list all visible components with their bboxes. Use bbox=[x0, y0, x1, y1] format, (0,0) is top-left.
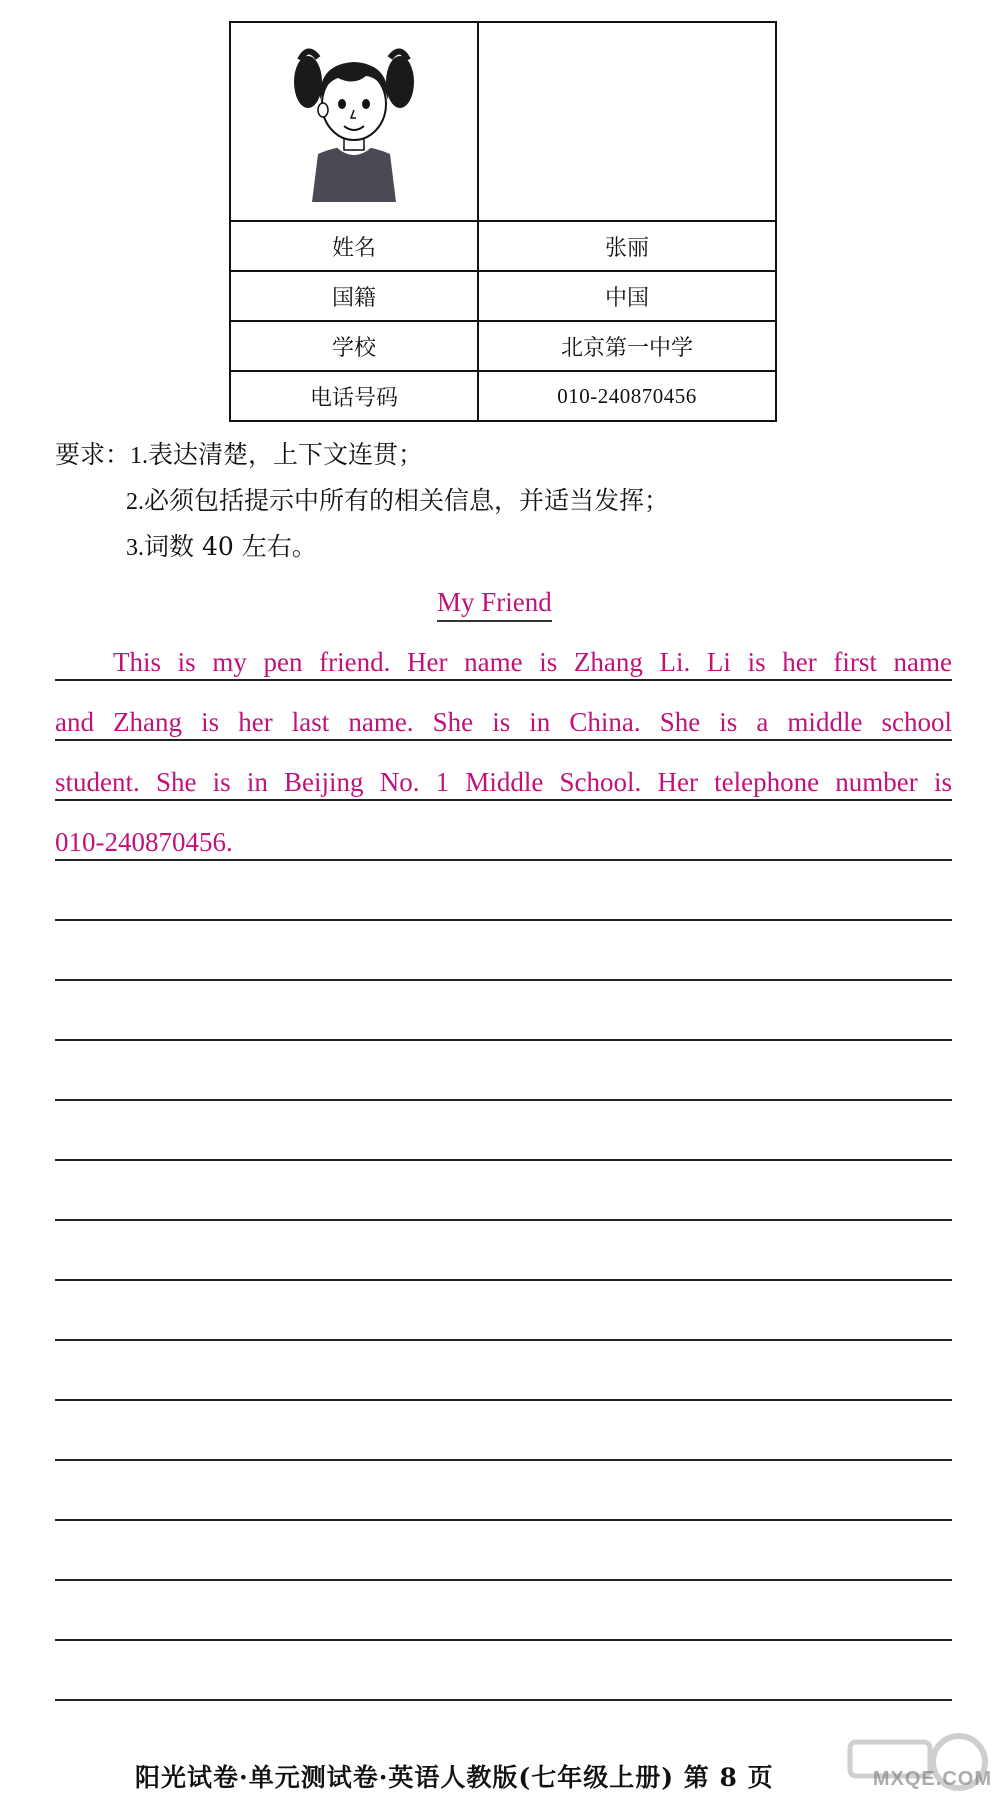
requirement-number: 3. bbox=[126, 535, 144, 561]
field-label: 电话号码 bbox=[230, 371, 478, 421]
portrait-cell bbox=[230, 22, 478, 221]
writing-rule bbox=[55, 799, 952, 801]
requirement-text: 必须包括提示中所有的相关信息，并适当发挥； bbox=[144, 486, 670, 515]
page-footer: 阳光试卷·单元测试卷·英语人教版(七年级上册) 第 8 页 bbox=[135, 1763, 774, 1792]
watermark-logo-icon bbox=[844, 1732, 994, 1802]
requirement-number: 1. bbox=[130, 443, 149, 469]
field-value: 中国 bbox=[478, 271, 776, 321]
writing-rule bbox=[55, 1459, 952, 1461]
table-row bbox=[230, 371, 776, 421]
writing-rule bbox=[55, 1639, 952, 1641]
writing-rule bbox=[55, 979, 952, 981]
table-row bbox=[230, 271, 776, 321]
writing-rule bbox=[55, 1699, 952, 1701]
requirement-text: 表达清楚，上下文连贯； bbox=[148, 440, 424, 469]
field-label: 学校 bbox=[230, 321, 478, 371]
field-value: 北京第一中学 bbox=[478, 321, 776, 371]
writing-rule bbox=[55, 1399, 952, 1401]
writing-rule bbox=[55, 1519, 952, 1521]
requirement-number: 2. bbox=[126, 489, 144, 515]
writing-rule bbox=[55, 1039, 952, 1041]
watermark-text: MXQE.COM bbox=[872, 1768, 992, 1790]
writing-rule bbox=[55, 1219, 952, 1221]
info-card-table bbox=[229, 21, 777, 422]
requirements-prefix: 要求： bbox=[55, 440, 131, 469]
essay-line: 010-240870456. bbox=[55, 827, 233, 857]
field-value: 张丽 bbox=[478, 221, 776, 271]
field-label: 国籍 bbox=[230, 271, 478, 321]
table-row bbox=[230, 321, 776, 371]
essay-title: My Friend bbox=[437, 586, 552, 622]
writing-rule bbox=[55, 1339, 952, 1341]
requirement-text: 词数 40 左右。 bbox=[144, 532, 317, 561]
field-value: 010-240870456 bbox=[478, 371, 776, 421]
writing-rule bbox=[55, 1099, 952, 1101]
essay-line: This is my pen friend. Her name is Zhang Li. Li is her first name bbox=[113, 647, 952, 677]
writing-rule bbox=[55, 1279, 952, 1281]
requirement-line bbox=[55, 435, 423, 471]
requirement-line bbox=[126, 527, 317, 563]
empty-cell bbox=[478, 22, 776, 221]
writing-rule bbox=[55, 1159, 952, 1161]
writing-rule bbox=[55, 919, 952, 921]
essay-line: and Zhang is her last name. She is in China. She is a middle school bbox=[55, 707, 952, 737]
writing-rule bbox=[55, 1579, 952, 1581]
requirement-line bbox=[126, 481, 669, 517]
essay-line: student. She is in Beijing No. 1 Middle School. Her telephone number is bbox=[55, 767, 952, 797]
writing-rule bbox=[55, 679, 952, 681]
writing-rule bbox=[55, 739, 952, 741]
writing-rule bbox=[55, 859, 952, 861]
field-label: 姓名 bbox=[230, 221, 478, 271]
table-row bbox=[230, 221, 776, 271]
girl-portrait-image bbox=[294, 42, 414, 202]
